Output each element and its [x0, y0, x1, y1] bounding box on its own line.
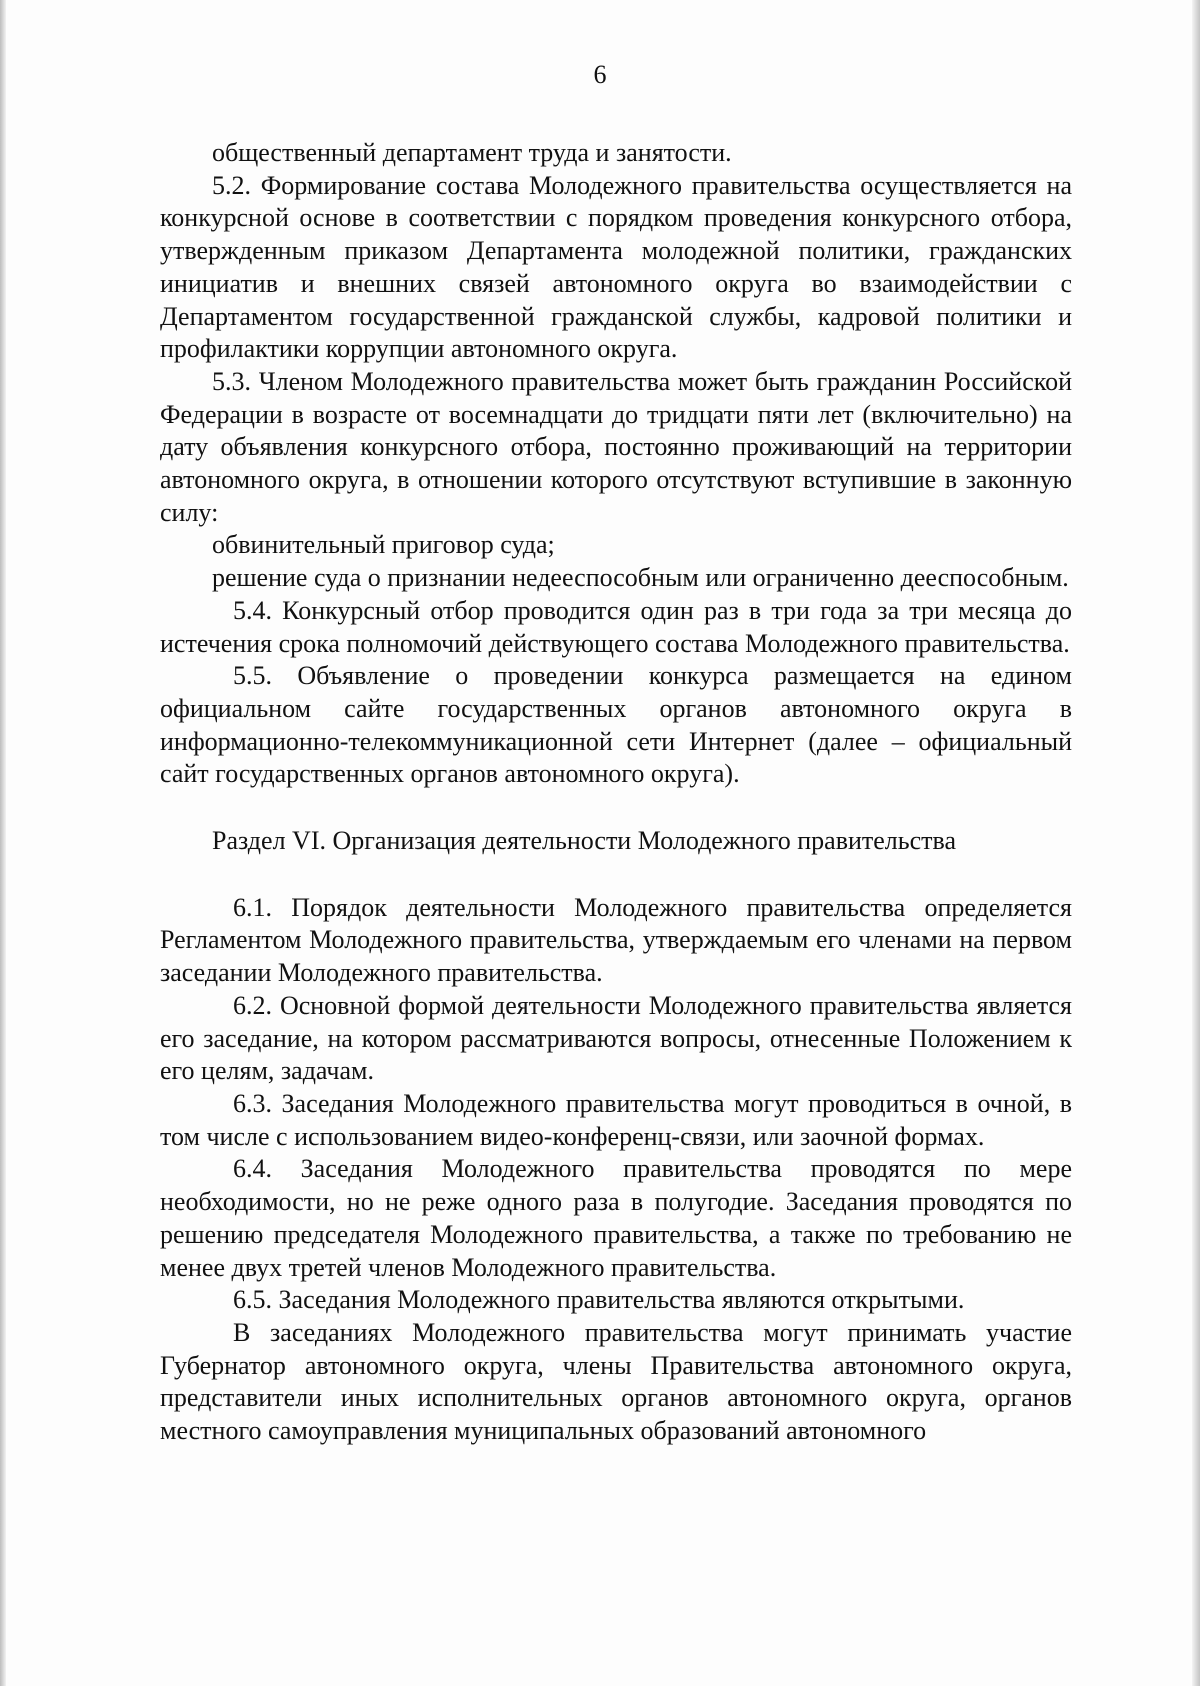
- paragraph-continuation: общественный департамент труда и занятости.: [212, 138, 732, 167]
- paragraph-6-5-participants: В заседаниях Молодежного правительства могут принимать участие Губернатор автономного округа, члены Правительства автономного округа, представители иных исполнительных органов автономного округа, органов местного самоуправления муниципальных образований автономного: [160, 1317, 1072, 1446]
- section-heading: Раздел VI. Организация деятельности Молодежного правительства: [212, 826, 956, 856]
- paragraph-5-5: 5.5. Объявление о проведении конкурса размещается на едином официальном сайте государственных органов автономного округа в информационно-телекоммуникационной сети Интернет (далее – официальный сайт государственных органов автономного округа).: [160, 661, 1072, 789]
- paragraph-5-3-item-2: решение суда о признании недееспособным или ограниченно дееспособным.: [212, 563, 1069, 593]
- paragraph-5-3: 5.3. Членом Молодежного правительства может быть гражданин Российской Федерации в возрасте от восемнадцати до тридцати пяти лет (включительно) на дату объявления конкурсного отбора, постоянно проживающий на территории автономного округа, в отношении которого отсутствуют вступившие в законную силу:: [160, 366, 1072, 527]
- scan-edge-right: [1192, 0, 1200, 1686]
- paragraph-5-3-item-1: обвинительный приговор суда;: [212, 530, 555, 560]
- paragraph-6-2: 6.2. Основной формой деятельности Молодежного правительства является его заседание, на котором рассматриваются вопросы, отнесенные Положением к его целям, задачам.: [160, 990, 1072, 1086]
- paragraph-6-1: 6.1. Порядок деятельности Молодежного правительства определяется Регламентом Молодежного правительства, утверждаемым его членами на первом заседании Молодежного правительства.: [160, 892, 1072, 988]
- paragraph-5-2: 5.2. Формирование состава Молодежного правительства осуществляется на конкурсной основе в соответствии с порядком проведения конкурсного отбора, утвержденным приказом Департамента молодежной политики, гражданских инициатив и внешних связей автономного округа во взаимодействии с Департаментом государственной гражданской службы, кадровой политики и профилактики коррупции автономного округа.: [160, 170, 1072, 364]
- paragraph-6-3: 6.3. Заседания Молодежного правительства могут проводиться в очной, в том числе с использованием видео-конференц-связи, или заочной формах.: [160, 1088, 1072, 1151]
- page-number: 6: [593, 60, 607, 89]
- paragraph-6-4: 6.4. Заседания Молодежного правительства проводятся по мере необходимости, но не реже одного раза в полугодие. Заседания проводятся по решению председателя Молодежного правительства, а также по требованию не менее двух третей членов Молодежного правительства.: [160, 1154, 1072, 1282]
- scan-edge-left: [0, 0, 6, 1686]
- paragraph-5-4: 5.4. Конкурсный отбор проводится один раз в три года за три месяца до истечения срока полномочий действующего состава Молодежного правительства.: [160, 595, 1072, 658]
- paragraph-6-5: 6.5. Заседания Молодежного правительства являются открытыми.: [233, 1285, 965, 1315]
- document-body: [160, 137, 1072, 1448]
